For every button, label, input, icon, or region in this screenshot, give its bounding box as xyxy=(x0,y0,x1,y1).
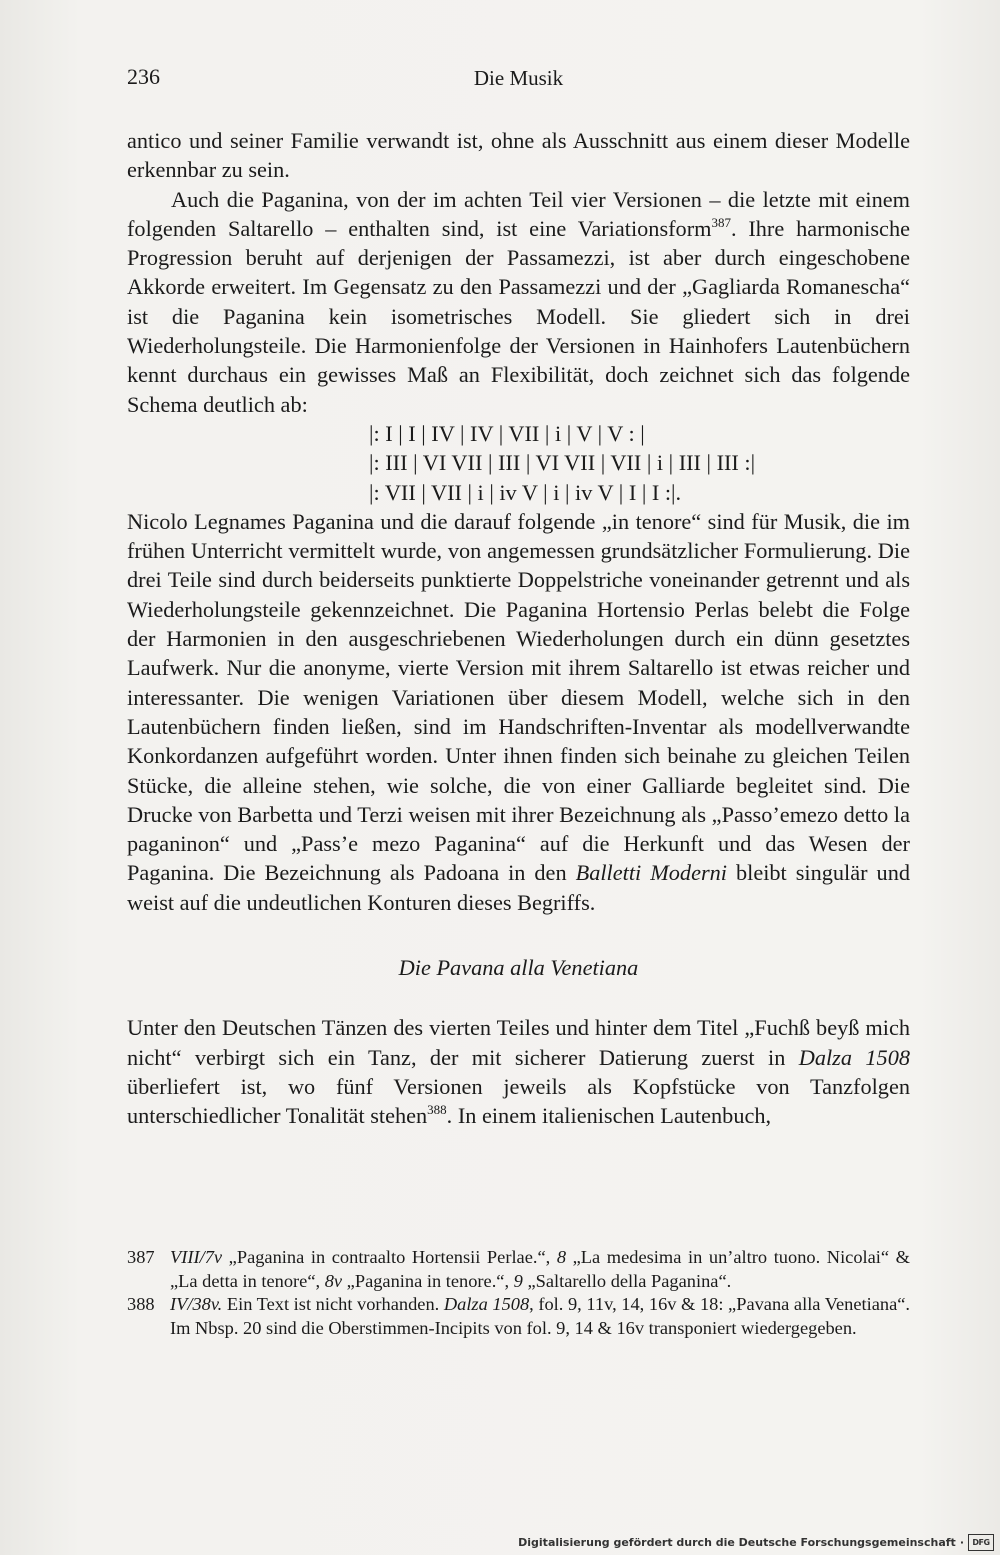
text-run: . Ihre harmonische Progression beruht auf derjenigen der Passamezzi, ist aber durch eingeschobene Akkorde erweitert. Im Gegensatz zu den Passamezzi und der „Gagliarda Romanescha“ ist die Paganina kein isometrisches Modell. Sie gliedert sich in drei Wiederholungsteile. Die Harmonienfolge der Versionen in Hainhofers Lautenbüchern kennt durchaus ein gewisses Maß an Flexibilität, doch zeichnet sich das folgende Schema deutlich ab: xyxy=(127,215,910,417)
text-run: Dalza 1508 xyxy=(443,1294,530,1315)
footnote-ref-387: 387 xyxy=(711,214,731,230)
paragraph xyxy=(127,1013,910,1130)
paragraph: antico und seiner Familie verwandt ist, ohne als Ausschnitt aus einem dieser Modelle erkennbar zu sein. xyxy=(127,128,910,183)
footnote-text xyxy=(170,1293,910,1340)
text-run: bleibt singulär und weist auf die undeutlichen Konturen dieses Begriffs. xyxy=(127,860,910,915)
footnote-number: 388 xyxy=(127,1294,155,1315)
italic-title: Balletti Moderni xyxy=(575,860,727,886)
paragraph xyxy=(127,507,910,917)
footnote-ref-388: 388 xyxy=(427,1102,447,1118)
schema-line: |: VII | VII | i | iv V | i | iv V | I | I :|. xyxy=(369,479,682,505)
text-run: „Saltarello della Paganina“. xyxy=(522,1270,732,1291)
text-run: , fol. 9, 11v, 14, 16v & 18: „Pavana alla Venetiana“. Im Nbsp. 20 sind die Oberstimmen-Incipits von fol. 9, 14 & 16v transponiert wiedergegeben. xyxy=(170,1294,910,1338)
text-run: Unter den Deutschen Tänzen des vierten Teiles und hinter dem Titel „Fuchß beyß mich nicht“ verbirgt sich ein Tanz, der mit sicherer Datierung zuerst in xyxy=(127,1015,910,1070)
footnotes xyxy=(127,1246,910,1340)
main-text xyxy=(127,126,910,1131)
text-run: IV/38v. xyxy=(170,1294,223,1315)
text-run: 8 xyxy=(556,1247,567,1267)
schema-line: |: I | I | IV | IV | VII | i | V | V : | xyxy=(369,420,645,446)
text-run: überliefert ist, wo fünf Versionen jeweils als Kopfstücke von Tanzfolgen unterschiedlicher Tonalität stehen xyxy=(127,1073,910,1129)
text-run: „Paganina in contraalto Hortensii Perlae.“, xyxy=(222,1247,557,1267)
footnote-text xyxy=(170,1246,910,1293)
text-run: Ein Text ist nicht vorhanden. xyxy=(222,1294,444,1315)
italic-source: Dalza 1508 xyxy=(798,1044,910,1070)
text-run: VIII/7v xyxy=(170,1247,223,1267)
running-head: Die Musik xyxy=(473,66,564,90)
text-run: Auch die Paganina, von der im achten Teil vier Versionen – die letzte mit einem folgenden Saltarello – enthalten sind, ist eine Variationsform xyxy=(127,186,910,241)
credit-text: Digitalisierung gefördert durch die Deutsche Forschungsgemeinschaft xyxy=(518,1536,956,1549)
footnote-387 xyxy=(127,1246,910,1293)
text-run: Nicolo Legnames Paganina und die darauf folgende „in tenore“ sind für Musik, die im frühen Unterricht vermittelt wurde, von angemessen grundsätzlicher Formulierung. Die drei Teile sind durch beiderseits punktierte Doppelstriche voneinander getrennt und als Wiederholungsteile gekennzeichnet. Die Paganina Hortensio Perlas belebt die Folge der Harmonien in den ausgeschriebenen Wiederholungen durch ein dünn gesetztes Laufwerk. Nur die anonyme, vierte Version mit ihrem Saltarello ist etwas reicher und interessanter. Die wenigen Variationen über diesem Modell, welche sich in den Lautenbüchern finden ließen, sind im Handschriften-Inventar als modellverwandte Konkordanzen aufgeführt worden. Unter ihnen finden sich beinahe zu gleichen Teilen Stücke, die alleine stehen, wie solche, die von einer Galliarde begleitet sind. Die Drucke von Barbetta und Terzi weisen mit ihrer Bezeichnung als „Passo’emezo detto la paganinon“ und „Pass’e mezo Paganina“ auf die Herkunft und das Wesen der Paganina. Die Bezeichnung als Padoana in den xyxy=(127,508,910,886)
page-header xyxy=(127,64,910,96)
footnote-388 xyxy=(127,1293,910,1340)
text-run: . In einem italienischen Lautenbuch, xyxy=(446,1103,772,1129)
harmony-schema xyxy=(127,419,910,507)
section-heading: Die Pavana alla Venetiana xyxy=(398,955,639,981)
text-run: 8v xyxy=(324,1270,343,1291)
paragraph xyxy=(127,185,910,419)
footnote-number: 387 xyxy=(127,1247,155,1267)
text-run: „La medesima in un’altro tuono. Nicolai“ & „La detta in tenore“, xyxy=(170,1247,910,1291)
text-run: 9 xyxy=(513,1270,523,1291)
dfg-logo-icon: DFG xyxy=(968,1534,994,1551)
separator: · xyxy=(959,1536,964,1549)
schema-line: |: III | VI VII | III | VI VII | VII | i | III | III :| xyxy=(369,450,756,476)
text-run: „Paganina in tenore.“, xyxy=(342,1270,514,1291)
digitization-credit xyxy=(518,1534,994,1551)
page-number: 236 xyxy=(127,64,160,89)
